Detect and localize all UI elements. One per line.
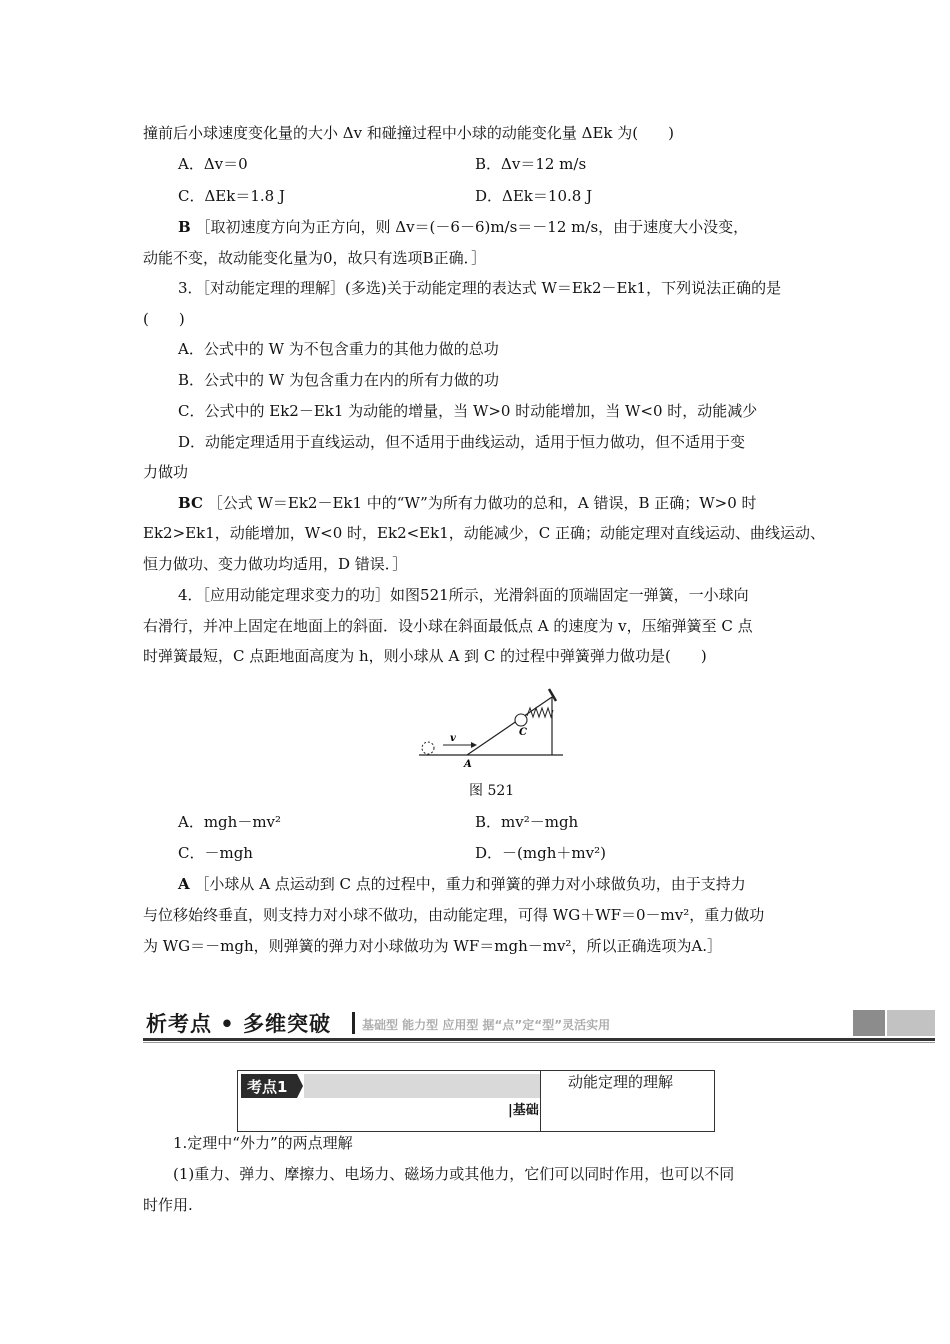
q3-option-a: A．公式中的 W 为不包含重力的其他力做的总功 [178,340,499,358]
q2-option-a: A．Δv＝0 [178,155,248,173]
q3-answer-letter: BC [178,494,203,512]
kaodian-divider [540,1071,541,1131]
q3-stem: 3．［对动能定理的理解］(多选)关于动能定理的表达式 W＝Ek2－Ek1，下列说法正确的是 [178,279,782,297]
ball-start [422,742,434,754]
body-heading: 1.定理中“外力”的两点理解 [173,1134,353,1152]
q4-option-b: B．mv²－mgh [475,813,579,831]
q3-option-b: B．公式中的 W 为包含重力在内的所有力做的功 [178,371,499,389]
kaodian-tag-arrow [297,1074,303,1098]
q2-answer-text: ［取初速度方向为正方向，则 Δv＝(－6－6)m/s＝－12 m/s，由于速度大小没变， [195,218,749,236]
section-title: 析考点 • 多维突破 [146,1012,332,1036]
q3-stem-cont: ( ) [143,310,185,328]
kaodian-tag: 考点1 [247,1078,288,1096]
section-divider [352,1012,355,1034]
section-deco-dark [853,1010,885,1036]
section-subtitle: 基础型 能力型 应用型 据“点”定“型”灵活实用 [362,1018,611,1032]
q4-answer-text: ［小球从 A 点运动到 C 点的过程中，重力和弹簧的弹力对小球做负功，由于支持力 [194,875,746,893]
q2-answer-cont: 动能不变，故动能变化量为0，故只有选项B正确．］ [143,249,487,267]
q3-answer-cont1: Ek2>Ek1，动能增加，W<0 时，Ek2<Ek1，动能减少，C 正确；动能定理对直线运动、曲线运动、 [143,524,826,542]
label-v: v [450,733,456,744]
label-a: A [464,759,472,770]
label-c: C [519,727,527,738]
q2-answer [178,217,748,237]
q3-answer [178,493,757,513]
q4-option-d: D．－(mgh＋mv²) [475,844,606,862]
kaodian-box [237,1070,715,1132]
q3-option-d-cont: 力做功 [143,463,189,481]
q2-option-c: C．ΔEk＝1.8 J [178,187,285,205]
q4-option-c: C．－mgh [178,844,253,862]
q3-answer-text: ［公式 W＝Ek2－Ek1 中的“W”为所有力做功的总和，A 错误，B 正确；W>0 时 [207,494,757,512]
kaodian-title: 动能定理的理解 [568,1073,674,1091]
q4-stem: 4．［应用动能定理求变力的功］如图521所示，光滑斜面的顶端固定一弹簧，一小球向 [178,586,749,604]
figure-caption: 图 521 [469,783,515,799]
q3-answer-cont2: 恒力做功、变力做功均适用，D 错误．］ [143,555,408,573]
body-paragraph: (1)重力、弹力、摩擦力、电场力、磁场力或其他力，它们可以同时作用，也可以不同 [173,1165,735,1183]
incline-figure [415,675,575,770]
section-rule-thin [143,1042,935,1043]
q4-stem-cont2: 时弹簧最短，C 点距地面高度为 h，则小球从 A 到 C 的过程中弹簧弹力做功是( ) [143,647,707,665]
kaodian-level: |基础 [508,1103,539,1118]
q4-answer-letter: A [178,875,190,893]
q2-option-b: B．Δv＝12 m/s [475,155,587,173]
q4-stem-cont1: 右滑行，并冲上固定在地面上的斜面．设小球在斜面最低点 A 的速度为 v，压缩弹簧至 C 点 [143,617,753,635]
q2-answer-letter: B [178,218,191,236]
q3-option-c: C．公式中的 Ek2－Ek1 为动能的增量，当 W>0 时动能增加，当 W<0 时，动能减少 [178,402,758,420]
section-rule [143,1038,935,1041]
q2-stem: 撞前后小球速度变化量的大小 Δv 和碰撞过程中小球的动能变化量 ΔEk 为( ) [143,124,674,142]
q4-answer-cont1: 与位移始终垂直，则支持力对小球不做功，由动能定理，可得 WG＋WF＝0－mv²，重力做功 [143,906,765,924]
q3-option-d: D．动能定理适用于直线运动，但不适用于曲线运动，适用于恒力做功，但不适用于变 [178,433,746,451]
q4-option-a: A．mgh－mv² [178,813,282,831]
body-paragraph-cont: 时作用. [143,1196,193,1214]
kaodian-gray-band [304,1074,540,1098]
q2-option-d: D．ΔEk＝10.8 J [475,187,593,205]
ball-c [515,714,527,726]
section-deco-light [887,1010,935,1036]
q4-answer [178,874,746,894]
q4-answer-cont2: 为 WG＝－mgh，则弹簧的弹力对小球做功为 WF＝mgh－mv²，所以正确选项为A.］ [143,937,723,955]
